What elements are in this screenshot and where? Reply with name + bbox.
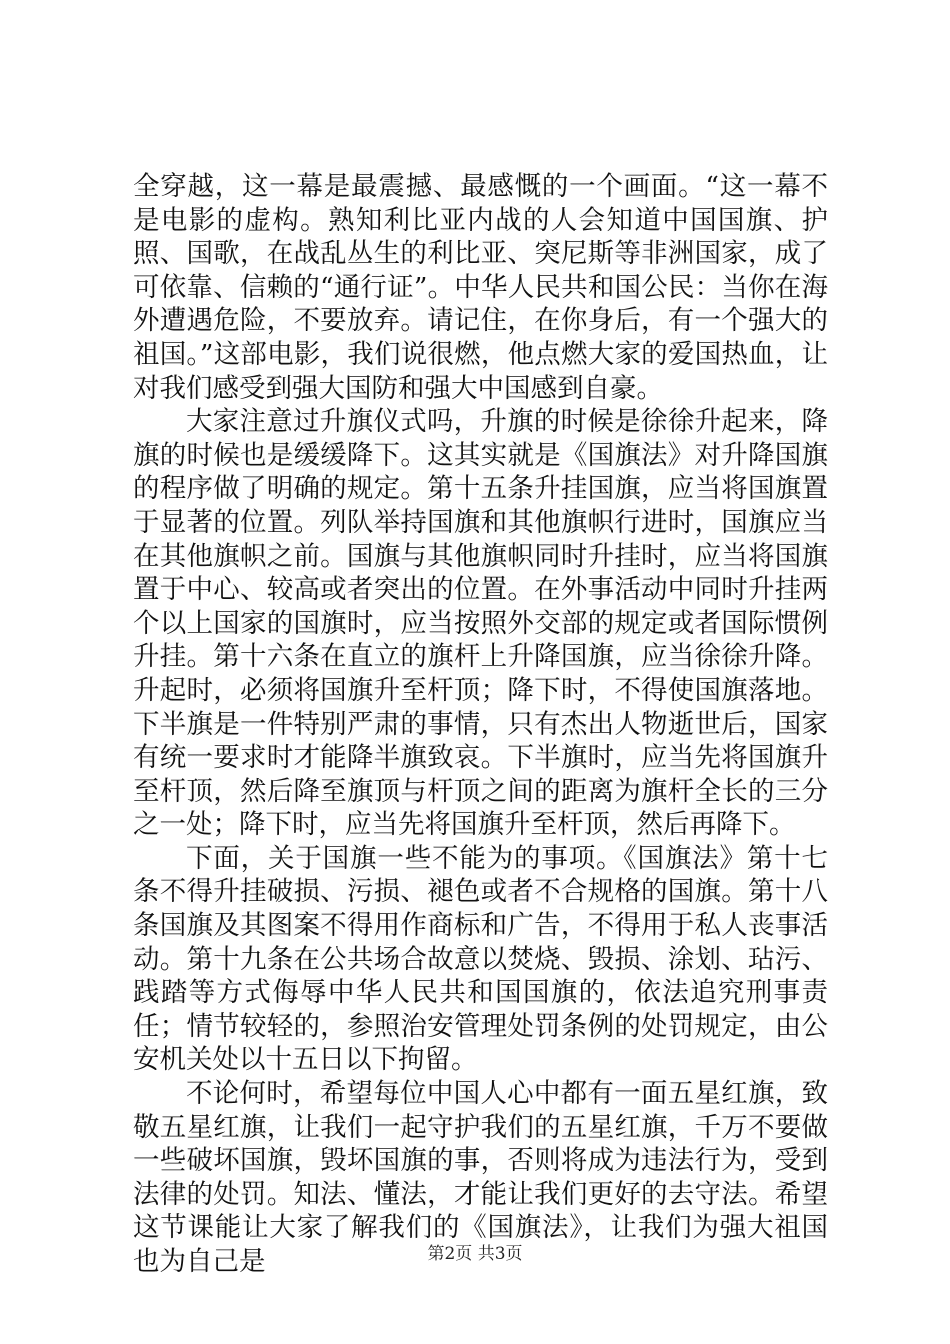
page-footer	[0, 1242, 950, 1266]
paragraph-1: 全穿越，这一幕是最震撼、最感慨的一个画面。“这一幕不是电影的虚构。熟知利比亚内战的人会知道中国国旗、护照、国歌，在战乱丛生的利比亚、突尼斯等非洲国家，成了可依靠、信赖的“通行证”。中华人民共和国公民：当你在海外遭遇危险，不要放弃。请记住，在你身后，有一个强大的祖国。”这部电影，我们说很燃，他点燃大家的爱国热血，让对我们感受到强大国防和强大中国感到自豪。	[133, 171, 828, 404]
page-number-label: 第2页 共3页	[427, 1244, 523, 1264]
paragraph-2: 大家注意过升旗仪式吗，升旗的时候是徐徐升起来，降旗的时候也是缓缓降下。这其实就是《国旗法》对升降国旗的程序做了明确的规定。第十五条升挂国旗，应当将国旗置于显著的位置。列队举持国旗和其他旗帜行进时，国旗应当在其他旗帜之前。国旗与其他旗帜同时升挂时，应当将国旗置于中心、较高或者突出的位置。在外事活动中同时升挂两个以上国家的国旗时，应当按照外交部的规定或者国际惯例升挂。第十六条在直立的旗杆上升降国旗，应当徐徐升降。升起时，必须将国旗升至杆顶；降下时，不得使国旗落地。下半旗是一件特别严肃的事情，只有杰出人物逝世后，国家有统一要求时才能降半旗致哀。下半旗时，应当先将国旗升至杆顶，然后降至旗顶与杆顶之间的距离为旗杆全长的三分之一处；降下时，应当先将国旗升至杆顶，然后再降下。	[133, 406, 828, 841]
document-body	[133, 170, 828, 1279]
paragraph-4: 不论何时，希望每位中国人心中都有一面五星红旗，致敬五星红旗，让我们一起守护我们的五星红旗，千万不要做一些破坏国旗，毁坏国旗的事，否则将成为违法行为，受到法律的处罚。知法、懂法，才能让我们更好的去守法。希望这节课能让大家了解我们的《国旗法》，让我们为强大祖国也为自己是	[133, 1078, 828, 1277]
paragraph-3: 下面，关于国旗一些不能为的事项。《国旗法》第十七条不得升挂破损、污损、褪色或者不合规格的国旗。第十八条国旗及其图案不得用作商标和广告，不得用于私人丧事活动。第十九条在公共场合故意以焚烧、毁损、涂划、玷污、践踏等方式侮辱中华人民共和国国旗的，依法追究刑事责任；情节较轻的，参照治安管理处罚条例的处罚规定，由公安机关处以十五日以下拘留。	[133, 842, 828, 1076]
